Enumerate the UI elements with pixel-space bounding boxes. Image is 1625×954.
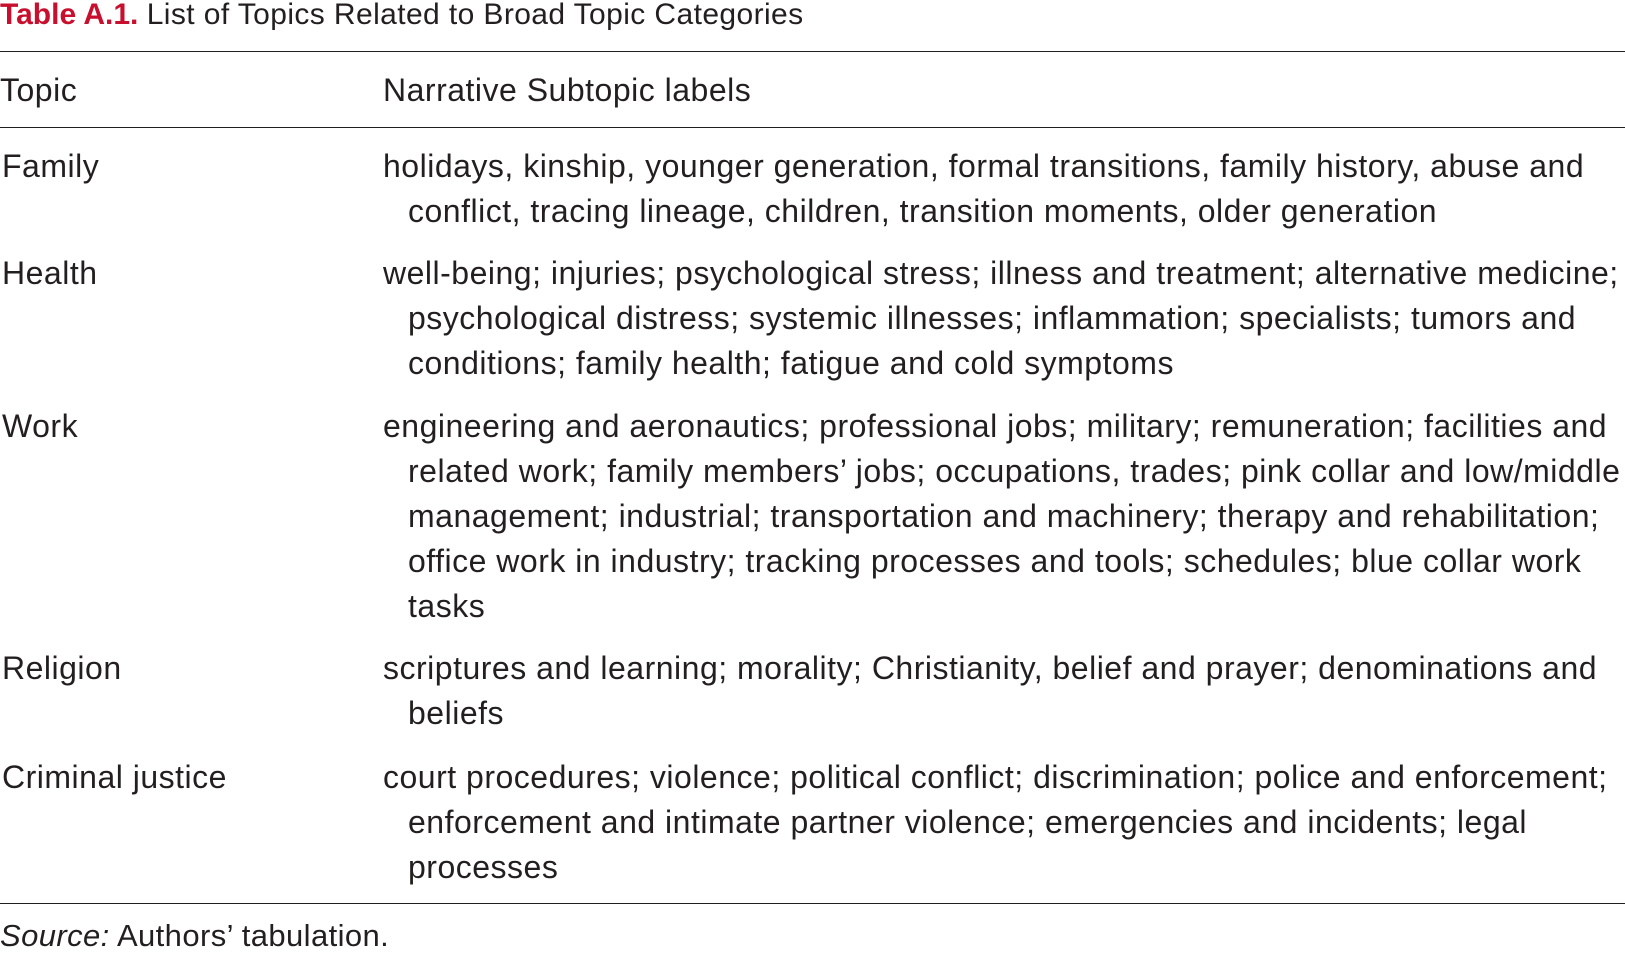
row-topic: Criminal justice	[2, 759, 227, 795]
bottom-rule	[0, 903, 1625, 904]
source-label: Source:	[0, 918, 110, 953]
table-caption	[0, 0, 804, 34]
header-rule	[0, 127, 1625, 128]
row-subtopics: engineering and aeronautics; professional jobs; military; remuneration; facilities and related work; family members’ jobs; occupations, trades; pink collar and low/middle management; industrial; transportation and machinery; therapy and rehabilitation; office work in industry; tracking processes and tools; schedules; blue collar work tasks	[383, 408, 1621, 624]
row-subtopics: court procedures; violence; political conflict; discrimination; police and enforcement; enforcement and intimate partner violence; emergencies and incidents; legal processes	[383, 759, 1608, 885]
top-rule	[0, 51, 1625, 52]
table-number: Table A.1.	[0, 0, 139, 31]
row-topic: Family	[2, 148, 100, 184]
header-topic: Topic	[0, 72, 78, 108]
source-note	[0, 918, 389, 954]
row-subtopics: holidays, kinship, younger generation, formal transitions, family history, abuse and conflict, tracing lineage, children, transition moments, older generation	[383, 148, 1585, 229]
row-subtopics: well-being; injuries; psychological stress; illness and treatment; alternative medicine; psychological distress; systemic illnesses; inflammation; specialists; tumors and conditions; family health; fatigue and cold symptoms	[383, 255, 1619, 381]
row-topic: Work	[2, 408, 79, 444]
header-subtopics: Narrative Subtopic labels	[383, 72, 752, 108]
source-text: Authors’ tabulation.	[116, 918, 390, 953]
table-title: List of Topics Related to Broad Topic Categories	[146, 0, 804, 31]
row-subtopics: scriptures and learning; morality; Christianity, belief and prayer; denominations and beliefs	[383, 650, 1598, 731]
row-topic: Religion	[2, 650, 122, 686]
row-topic: Health	[2, 255, 98, 291]
